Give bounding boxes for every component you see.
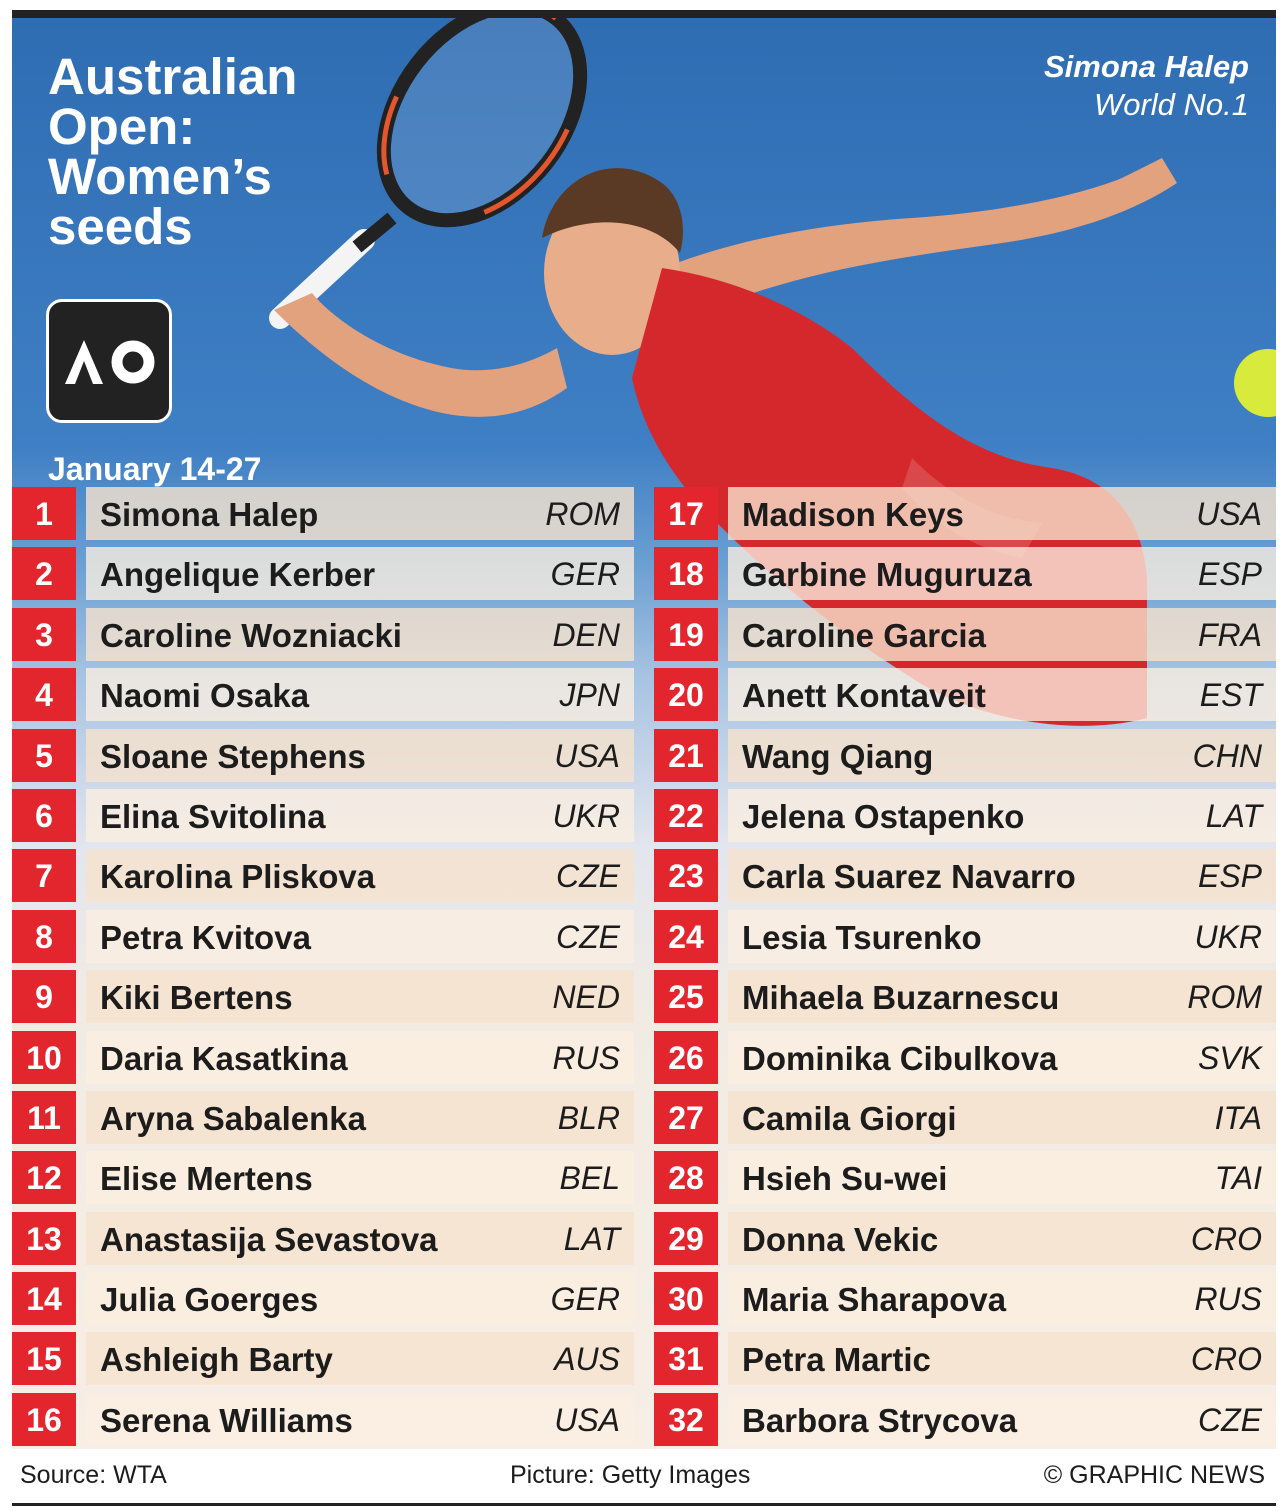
seed-bar [728,849,1276,902]
player-name: Dominika Cibulkova [742,1039,1058,1077]
tournament-dates: January 14-27 [48,451,262,487]
player-name: Serena Williams [100,1401,353,1439]
player-country: UKR [552,797,620,834]
player-country: ROM [1187,979,1262,1016]
seed-bar [86,789,634,842]
seed-number: 32 [654,1393,718,1446]
player-country: FRA [1198,616,1262,653]
seed-bar [86,910,634,963]
player-country: SVK [1197,1039,1262,1076]
player-country: LAT [563,1220,620,1257]
player-name: Sloane Stephens [100,737,366,775]
player-name: Caroline Wozniacki [100,616,402,654]
player-country: CZE [1198,1401,1262,1438]
player-name: Anastasija Sevastova [100,1220,438,1258]
seed-number: 26 [654,1031,718,1084]
player-country: ITA [1214,1099,1262,1136]
player-name: Maria Sharapova [742,1281,1007,1319]
seed-number: 24 [654,910,718,963]
player-country: BLR [557,1099,620,1136]
title-line-4: seeds [48,198,193,255]
player-name: Jelena Ostapenko [742,797,1025,835]
caption-subtitle: World No.1 [1093,87,1249,122]
seed-number: 10 [12,1031,76,1084]
seed-bar [728,729,1276,782]
seed-number: 4 [12,668,76,721]
player-country: ROM [545,496,620,532]
title-line-3: Women’s [48,148,272,205]
player-name: Naomi Osaka [100,677,310,715]
player-country: CZE [556,918,620,955]
seed-bar [728,1272,1276,1325]
seed-number: 18 [654,547,718,600]
seed-bar [86,729,634,782]
player-name: Kiki Bertens [100,979,293,1017]
seed-number: 6 [12,789,76,842]
seed-bar [728,1151,1276,1204]
player-name: Elina Svitolina [100,797,326,835]
player-name: Petra Kvitova [100,918,311,956]
copyright: © GRAPHIC NEWS [1043,1461,1265,1489]
player-country: CRO [1190,1220,1262,1257]
player-name: Daria Kasatkina [100,1039,348,1077]
seed-bar [86,1393,634,1446]
seed-number: 5 [12,729,76,782]
seed-bar [728,1091,1276,1144]
seed-number: 1 [12,487,76,540]
seed-number: 17 [654,487,718,540]
seed-bar [86,1212,634,1265]
player-name: Donna Vekic [742,1220,939,1258]
seed-number: 16 [12,1393,76,1446]
top-rule [12,10,1276,18]
player-name: Wang Qiang [742,737,934,775]
player-country: GER [550,1281,620,1318]
bottom-rule [12,1503,1276,1506]
seed-number: 3 [12,608,76,661]
player-name: Barbora Strycova [742,1401,1018,1439]
seed-bar [86,487,634,540]
player-name: Ashleigh Barty [100,1341,333,1379]
player-name: Carla Suarez Navarro [742,858,1076,896]
seed-bar [728,1212,1276,1265]
player-country: BEL [559,1160,620,1197]
seed-bar [86,547,634,600]
player-country: UKR [1194,918,1262,955]
seed-number: 25 [654,970,718,1023]
player-name: Simona Halep [100,496,319,533]
seed-number: 20 [654,668,718,721]
player-country: JPN [559,677,620,714]
player-name: Aryna Sabalenka [100,1099,366,1137]
seed-number: 12 [12,1151,76,1204]
player-country: NED [552,979,620,1016]
player-name: Petra Martic [742,1341,931,1379]
left-arm [274,293,567,417]
tennis-ball-icon [1234,349,1276,417]
seed-number: 11 [12,1091,76,1144]
ao-monogram [59,336,159,388]
player-country: GER [550,556,620,593]
player-name: Julia Goerges [100,1281,319,1319]
seed-bar [728,547,1276,600]
seed-number: 22 [654,789,718,842]
seed-bar [86,608,634,661]
seed-bar [86,1332,634,1385]
seed-bar [86,1031,634,1084]
seed-bar [728,1031,1276,1084]
player-name: Karolina Pliskova [100,858,376,896]
player-country: USA [1196,496,1262,532]
title-line-1: Australian [48,48,298,105]
seed-bar [728,970,1276,1023]
title-line-2: Open: [48,98,196,155]
player-name: Caroline Garcia [742,616,986,654]
player-name: Elise Mertens [100,1160,313,1198]
player-country: USA [554,737,620,774]
seed-bar [728,1332,1276,1385]
seed-number: 30 [654,1272,718,1325]
seed-bar [728,910,1276,963]
seed-number: 27 [654,1091,718,1144]
player-country: DEN [552,616,620,653]
seed-number: 8 [12,910,76,963]
seed-number: 13 [12,1212,76,1265]
player-name: Madison Keys [742,496,964,533]
seed-bar [728,487,1276,540]
seed-number: 21 [654,729,718,782]
seed-number: 31 [654,1332,718,1385]
player-name: Hsieh Su-wei [742,1160,948,1198]
player-country: USA [554,1401,620,1438]
player-name: Garbine Muguruza [742,556,1032,594]
seed-bar [728,608,1276,661]
seed-number: 29 [654,1212,718,1265]
player-country: CHN [1192,737,1262,774]
seed-bar [86,970,634,1023]
seed-bar [86,668,634,721]
seed-bar [728,1393,1276,1446]
seed-bar [728,789,1276,842]
seed-number: 15 [12,1332,76,1385]
player-name: Lesia Tsurenko [742,918,982,956]
player-country: ESP [1197,556,1262,593]
seed-number: 14 [12,1272,76,1325]
seed-number: 19 [654,608,718,661]
caption-name: Simona Halep [1044,49,1249,84]
player-name: Anett Kontaveit [742,677,986,715]
seed-bar [86,849,634,902]
player-name: Angelique Kerber [100,556,376,594]
seed-number: 2 [12,547,76,600]
player-country: ESP [1197,858,1262,895]
player-country: CRO [1190,1341,1262,1378]
player-country: CZE [556,858,620,895]
player-country: EST [1199,677,1262,714]
page-title [48,48,368,255]
picture-credit: Picture: Getty Images [510,1461,751,1489]
player-country: RUS [1194,1281,1262,1318]
seed-number: 9 [12,970,76,1023]
player-country: AUS [554,1341,620,1378]
ao-logo-icon [46,299,172,423]
seed-number: 7 [12,849,76,902]
player-country: LAT [1205,797,1262,834]
player-name: Mihaela Buzarnescu [742,979,1060,1017]
player-country: TAI [1214,1160,1262,1197]
source-credit: Source: WTA [20,1461,167,1489]
seed-bar [86,1151,634,1204]
seed-bar [728,668,1276,721]
seed-bar [86,1272,634,1325]
player-name: Camila Giorgi [742,1099,957,1137]
player-country: RUS [552,1039,620,1076]
seed-number: 23 [654,849,718,902]
photo-caption [1044,48,1249,124]
seed-bar [86,1091,634,1144]
seed-number: 28 [654,1151,718,1204]
